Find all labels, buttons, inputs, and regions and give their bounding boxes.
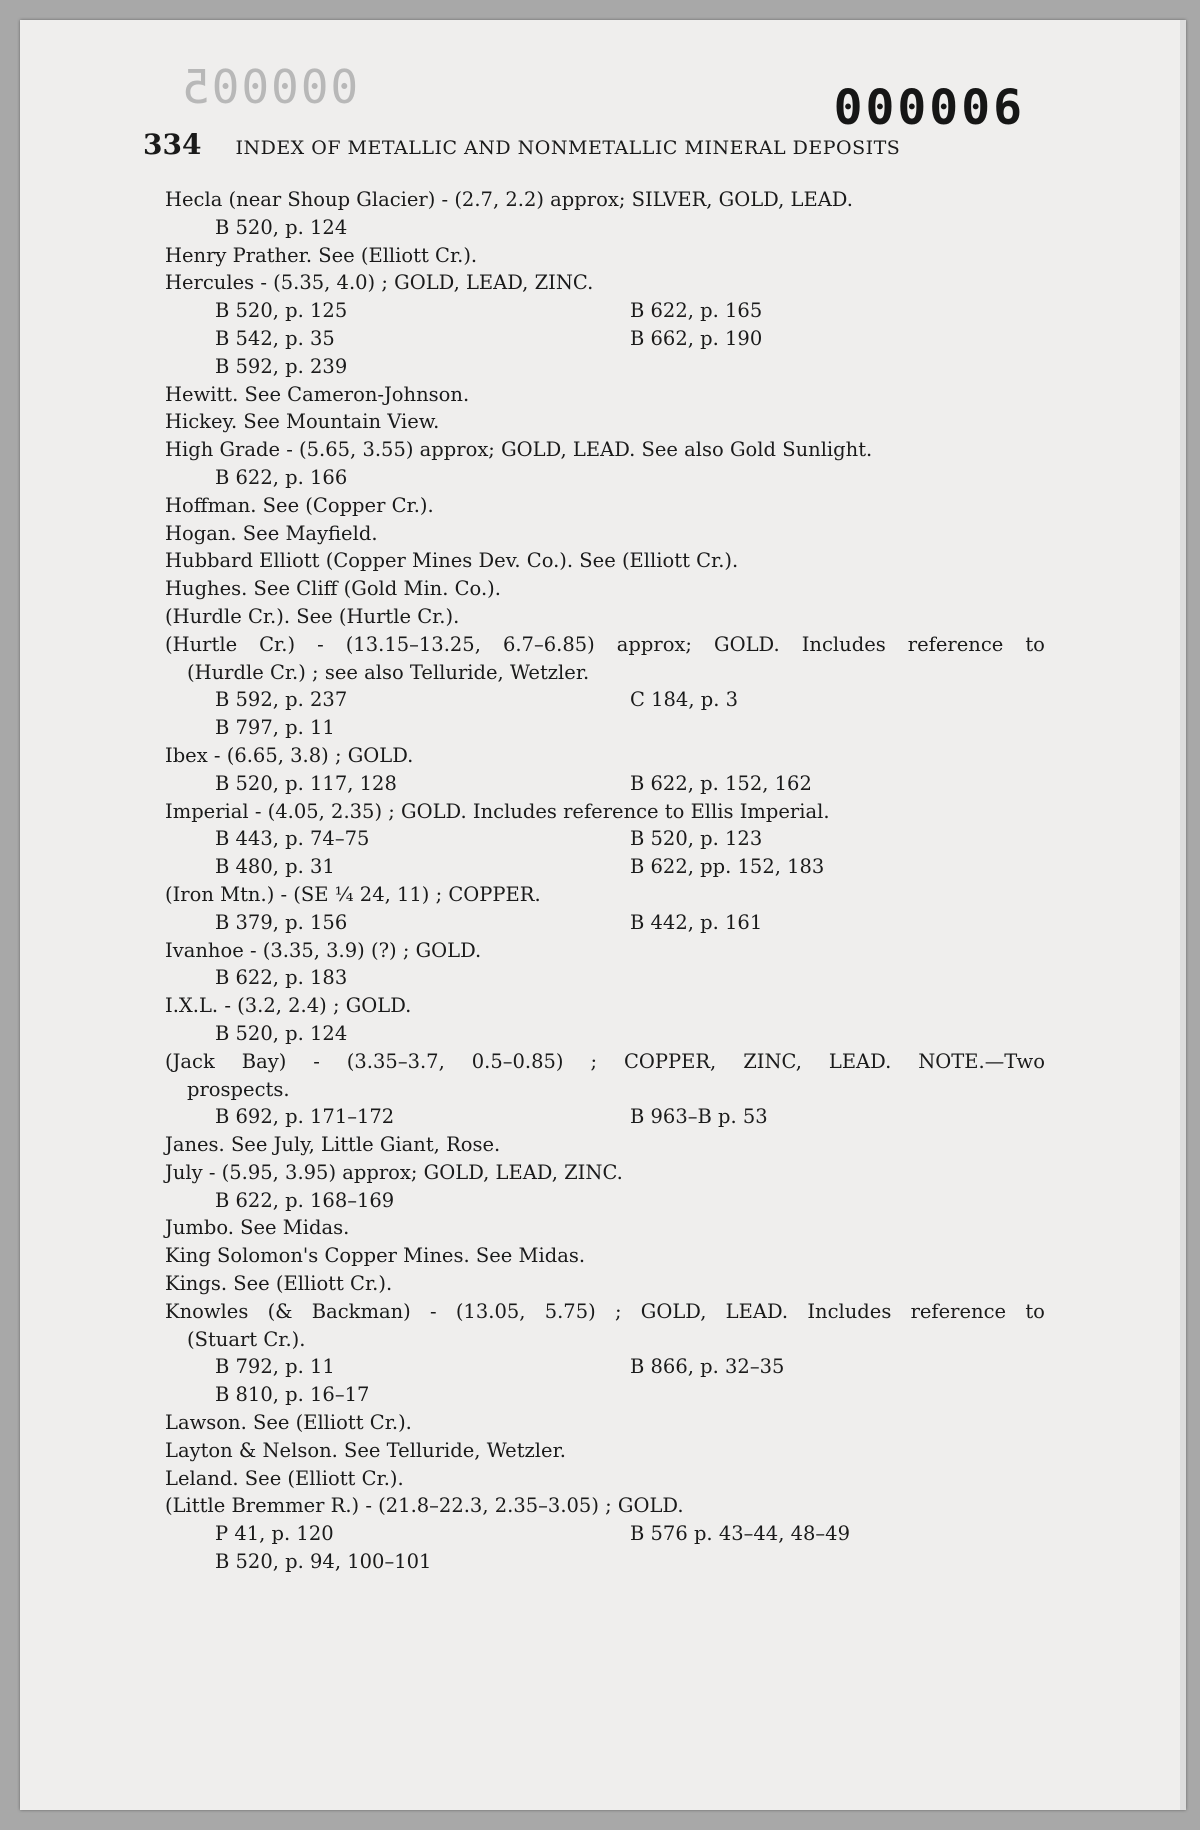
entry-text: B 520, p. 94, 100–101 [215, 1550, 432, 1574]
citation-line [165, 1103, 1055, 1131]
citation-line [165, 770, 1055, 798]
entry-text: B 592, p. 239 [215, 354, 348, 378]
entry-text: Hughes. See Cliff (Gold Min. Co.). [165, 577, 501, 601]
citation-line [165, 686, 1055, 714]
index-entry [165, 742, 1055, 770]
index-entry [165, 269, 1055, 297]
page-number: 334 [143, 128, 202, 161]
entry-text: Janes. See July, Little Giant, Rose. [165, 1133, 501, 1157]
entry-text: (Hurdle Cr.). See (Hurtle Cr.). [165, 604, 460, 628]
entry-text: July - (5.95, 3.95) approx; GOLD, LEAD, ZINC. [165, 1160, 623, 1184]
citation-line [165, 1381, 1055, 1409]
citation-second-column: B 520, p. 123 [630, 827, 763, 851]
entry-text: (Iron Mtn.) - (SE ¼ 24, 11) ; COPPER. [165, 882, 541, 906]
citation-second-column: B 622, p. 152, 162 [630, 771, 812, 795]
citation-line [165, 909, 1055, 937]
entry-text: Ivanhoe - (3.35, 3.9) (?) ; GOLD. [165, 938, 482, 962]
citation-second-column: B 442, p. 161 [630, 910, 763, 934]
index-entry [165, 1465, 1055, 1493]
index-entry [165, 1131, 1055, 1159]
citation-line [165, 464, 1055, 492]
index-entry [165, 547, 1055, 575]
index-entry [165, 631, 1055, 659]
entry-text: B 542, p. 35 [215, 326, 335, 350]
citation-line [165, 1020, 1055, 1048]
entry-text: (Stuart Cr.). [187, 1327, 306, 1351]
entry-text: B 443, p. 74–75 [215, 827, 370, 851]
entry-text: Hecla (near Shoup Glacier) - (2.7, 2.2) approx; SILVER, GOLD, LEAD. [165, 188, 853, 211]
citation-line [165, 353, 1055, 381]
entry-text: B 792, p. 11 [215, 1355, 335, 1379]
index-entry [165, 1437, 1055, 1465]
bleed-through-stamp: 000005 [180, 60, 359, 114]
entry-text: P 41, p. 120 [215, 1522, 334, 1546]
index-entry [165, 937, 1055, 965]
index-entry [165, 520, 1055, 548]
citation-line [165, 825, 1055, 853]
entry-text: (Hurdle Cr.) ; see also Telluride, Wetzler. [187, 660, 590, 684]
entry-text: Hickey. See Mountain View. [165, 410, 440, 434]
entry-text: (Hurtle Cr.) - (13.15–13.25, 6.7–6.85) approx; GOLD. Includes reference to [165, 632, 1045, 656]
entry-text: I.X.L. - (3.2, 2.4) ; GOLD. [165, 994, 412, 1018]
index-entry [165, 992, 1055, 1020]
citation-line [165, 1520, 1055, 1548]
entry-text: B 797, p. 11 [215, 716, 335, 740]
citation-second-column: C 184, p. 3 [630, 688, 739, 712]
citation-line [165, 1548, 1055, 1576]
citation-line [165, 214, 1055, 242]
entry-text: Ibex - (6.65, 3.8) ; GOLD. [165, 743, 414, 767]
entry-text: Kings. See (Elliott Cr.). [165, 1272, 393, 1296]
citation-line [165, 964, 1055, 992]
entry-text: Layton & Nelson. See Telluride, Wetzler. [165, 1438, 566, 1462]
running-head: INDEX OF METALLIC AND NONMETALLIC MINERAL DEPOSITS [235, 137, 901, 159]
index-entries [165, 186, 1055, 1576]
entry-text: B 692, p. 171–172 [215, 1105, 395, 1129]
citation-second-column: B 662, p. 190 [630, 326, 763, 350]
index-entry [165, 1298, 1055, 1326]
entry-text: B 379, p. 156 [215, 910, 348, 934]
entry-text: Leland. See (Elliott Cr.). [165, 1466, 404, 1490]
citation-line [165, 297, 1055, 325]
entry-text: Hercules - (5.35, 4.0) ; GOLD, LEAD, ZINC. [165, 271, 594, 295]
index-entry [165, 436, 1055, 464]
entry-text: B 520, p. 125 [215, 299, 348, 323]
citation-line [165, 1353, 1055, 1381]
entry-text: B 520, p. 117, 128 [215, 771, 397, 795]
index-entry [165, 492, 1055, 520]
entry-text: Lawson. See (Elliott Cr.). [165, 1411, 412, 1435]
entry-text: B 622, p. 168–169 [215, 1188, 395, 1212]
citation-line [165, 714, 1055, 742]
page-stamp-number: 000006 [833, 80, 1025, 136]
index-entry [165, 381, 1055, 409]
index-entry [165, 603, 1055, 631]
citation-line [165, 1187, 1055, 1215]
entry-text: Jumbo. See Midas. [165, 1216, 350, 1240]
entry-text: B 810, p. 16–17 [215, 1383, 370, 1407]
citation-second-column: B 963–B p. 53 [630, 1105, 768, 1129]
entry-text: B 622, p. 166 [215, 465, 348, 489]
index-entry [165, 1159, 1055, 1187]
entry-text: Hewitt. See Cameron-Johnson. [165, 382, 470, 406]
entry-text: Henry Prather. See (Elliott Cr.). [165, 243, 478, 267]
index-entry [165, 408, 1055, 436]
citation-second-column: B 622, pp. 152, 183 [630, 855, 825, 879]
citation-second-column: B 866, p. 32–35 [630, 1355, 785, 1379]
index-entry [165, 186, 1055, 214]
entry-text: High Grade - (5.65, 3.55) approx; GOLD, LEAD. See also Gold Sunlight. [165, 438, 873, 462]
entry-text: Imperial - (4.05, 2.35) ; GOLD. Includes reference to Ellis Imperial. [165, 799, 830, 823]
entry-text: B 520, p. 124 [215, 215, 348, 239]
entry-text: Hubbard Elliott (Copper Mines Dev. Co.). See (Elliott Cr.). [165, 549, 739, 573]
entry-text: Hogan. See Mayfield. [165, 521, 378, 545]
index-entry [165, 1242, 1055, 1270]
index-entry [165, 1270, 1055, 1298]
continuation-line [165, 659, 1055, 687]
index-entry [165, 798, 1055, 826]
entry-text: (Jack Bay) - (3.35–3.7, 0.5–0.85) ; COPPER, ZINC, LEAD. NOTE.—Two [165, 1049, 1045, 1073]
page-header [143, 128, 1043, 168]
citation-line [165, 325, 1055, 353]
citation-line [165, 853, 1055, 881]
entry-text: (Little Bremmer R.) - (21.8–22.3, 2.35–3.05) ; GOLD. [165, 1494, 684, 1518]
entry-text: King Solomon's Copper Mines. See Midas. [165, 1244, 586, 1268]
entry-text: B 622, p. 183 [215, 966, 348, 990]
citation-second-column: B 576 p. 43–44, 48–49 [630, 1522, 850, 1546]
index-entry [165, 1048, 1055, 1076]
entry-text: B 520, p. 124 [215, 1021, 348, 1045]
index-entry [165, 575, 1055, 603]
entry-text: B 480, p. 31 [215, 855, 335, 879]
index-entry [165, 881, 1055, 909]
entry-text: Knowles (& Backman) - (13.05, 5.75) ; GOLD, LEAD. Includes reference to [165, 1299, 1045, 1323]
index-entry [165, 1492, 1055, 1520]
citation-second-column: B 622, p. 165 [630, 299, 763, 323]
entry-text: Hoffman. See (Copper Cr.). [165, 493, 434, 517]
index-entry [165, 1409, 1055, 1437]
index-entry [165, 1214, 1055, 1242]
continuation-line [165, 1076, 1055, 1104]
entry-text: prospects. [187, 1077, 290, 1101]
continuation-line [165, 1326, 1055, 1354]
index-entry [165, 242, 1055, 270]
entry-text: B 592, p. 237 [215, 688, 348, 712]
